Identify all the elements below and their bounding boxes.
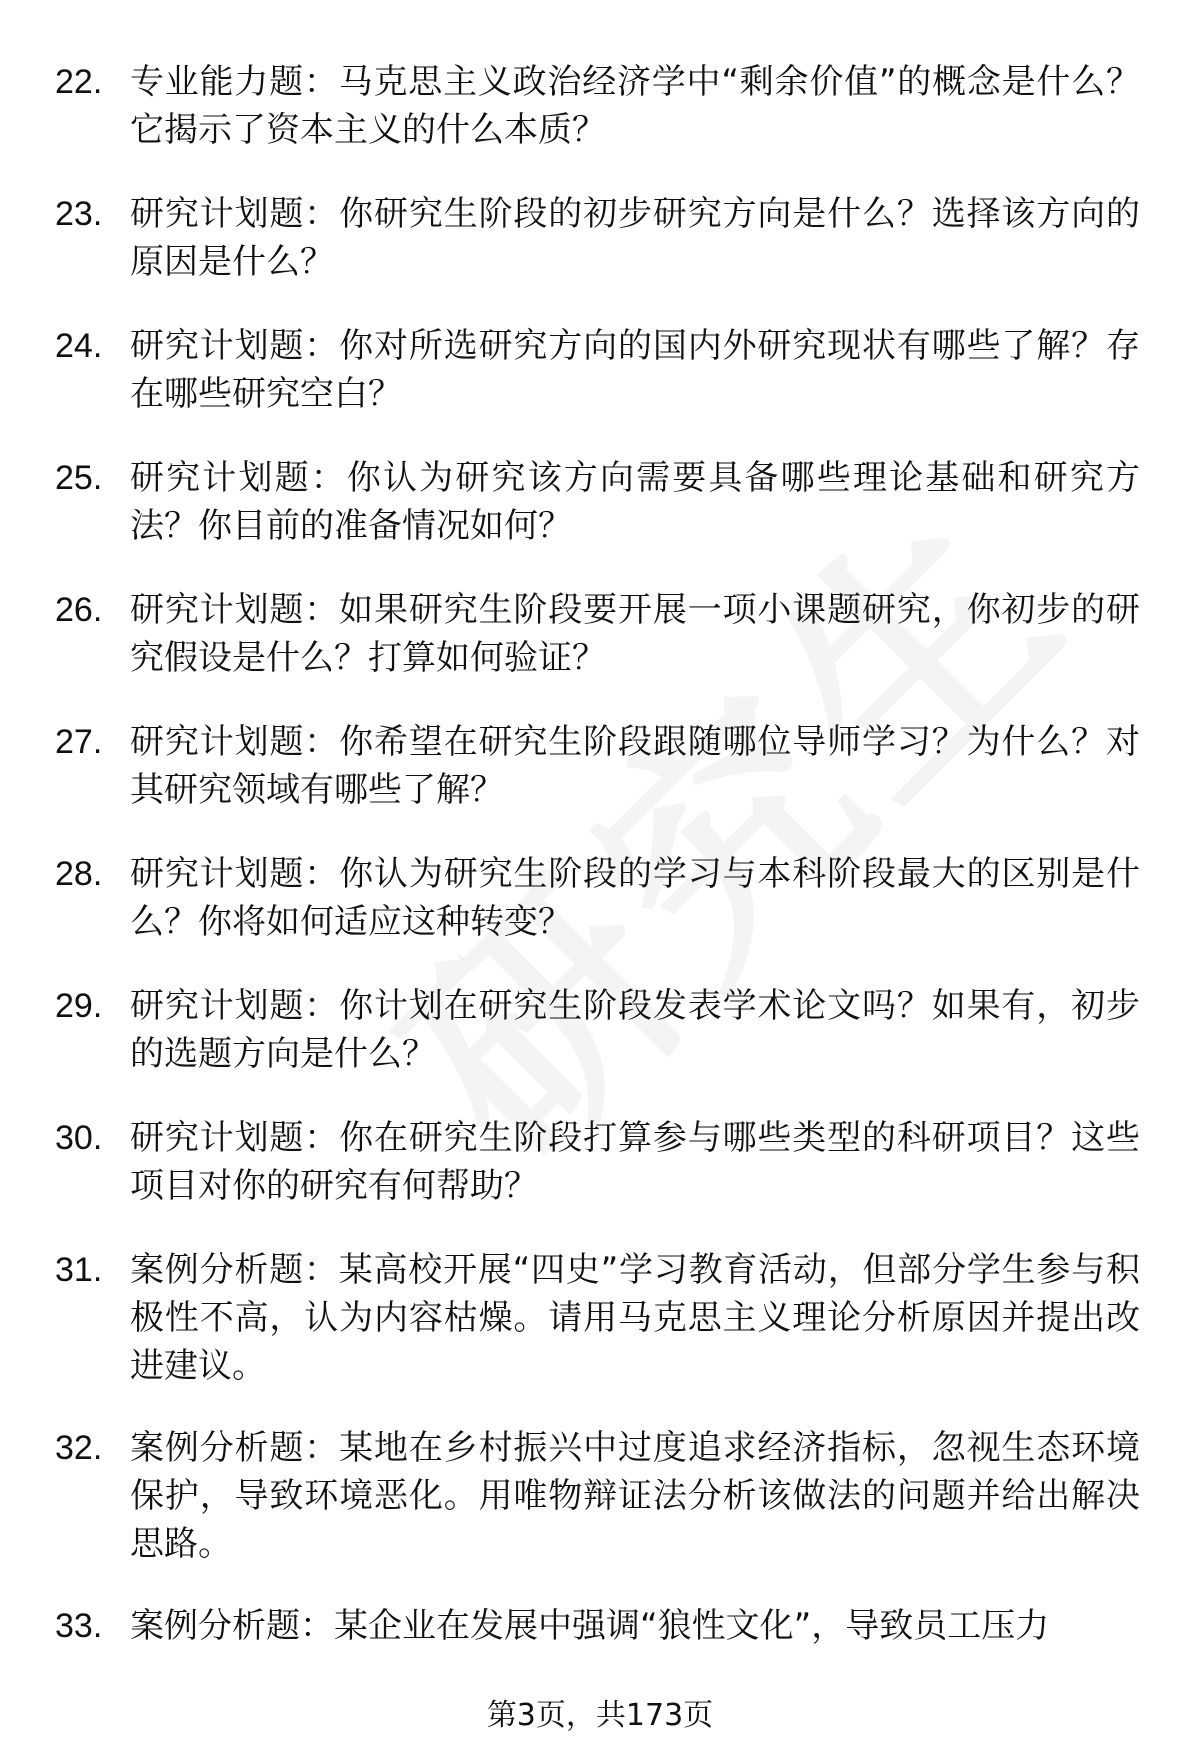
question-text: 研究计划题：你在研究生阶段打算参与哪些类型的科研项目？这些项目对你的研究有何帮助？ — [130, 1118, 1140, 1206]
question-item — [0, 322, 1200, 454]
question-item — [0, 1424, 1200, 1602]
question-item — [0, 850, 1200, 982]
question-number: 26. — [55, 591, 103, 629]
question-list — [0, 58, 1200, 1734]
question-number: 30. — [55, 1119, 103, 1157]
question-text: 案例分析题：某企业在发展中强调“狼性文化”，导致员工压力 — [130, 1606, 1050, 1646]
question-item — [0, 454, 1200, 586]
question-number: 32. — [55, 1429, 103, 1467]
question-item — [0, 718, 1200, 850]
question-text: 研究计划题：你研究生阶段的初步研究方向是什么？选择该方向的原因是什么？ — [130, 194, 1140, 282]
question-text: 案例分析题：某地在乡村振兴中过度追求经济指标，忽视生态环境保护，导致环境恶化。用唯物辩证法分析该做法的问题并给出解决思路。 — [130, 1428, 1140, 1564]
question-item — [0, 1114, 1200, 1246]
question-number: 29. — [55, 987, 103, 1025]
question-text: 案例分析题：某高校开展“四史”学习教育活动，但部分学生参与积极性不高，认为内容枯燥。请用马克思主义理论分析原因并提出改进建议。 — [130, 1250, 1140, 1386]
question-text: 专业能力题：马克思主义政治经济学中“剩余价值”的概念是什么？它揭示了资本主义的什么本质？ — [130, 62, 1140, 150]
question-number: 24. — [55, 327, 103, 365]
question-number: 33. — [55, 1607, 103, 1645]
question-text: 研究计划题：如果研究生阶段要开展一项小课题研究，你初步的研究假设是什么？打算如何验证？ — [130, 590, 1140, 678]
page-indicator: 第3页，共173页 — [486, 1698, 714, 1733]
question-number: 31. — [55, 1251, 103, 1289]
question-number: 23. — [55, 195, 103, 233]
question-number: 22. — [55, 63, 103, 101]
question-item — [0, 58, 1200, 190]
question-text: 研究计划题：你计划在研究生阶段发表学术论文吗？如果有，初步的选题方向是什么？ — [130, 986, 1140, 1074]
question-text: 研究计划题：你认为研究生阶段的学习与本科阶段最大的区别是什么？你将如何适应这种转变？ — [130, 854, 1140, 942]
question-text: 研究计划题：你认为研究该方向需要具备哪些理论基础和研究方法？你目前的准备情况如何？ — [130, 458, 1140, 546]
question-item — [0, 586, 1200, 718]
question-number: 25. — [55, 459, 103, 497]
question-text: 研究计划题：你对所选研究方向的国内外研究现状有哪些了解？存在哪些研究空白？ — [130, 326, 1140, 414]
question-number: 28. — [55, 855, 103, 893]
question-text: 研究计划题：你希望在研究生阶段跟随哪位导师学习？为什么？对其研究领域有哪些了解？ — [130, 722, 1140, 810]
question-item — [0, 982, 1200, 1114]
question-item — [0, 1246, 1200, 1424]
question-item — [0, 190, 1200, 322]
question-number: 27. — [55, 723, 103, 761]
